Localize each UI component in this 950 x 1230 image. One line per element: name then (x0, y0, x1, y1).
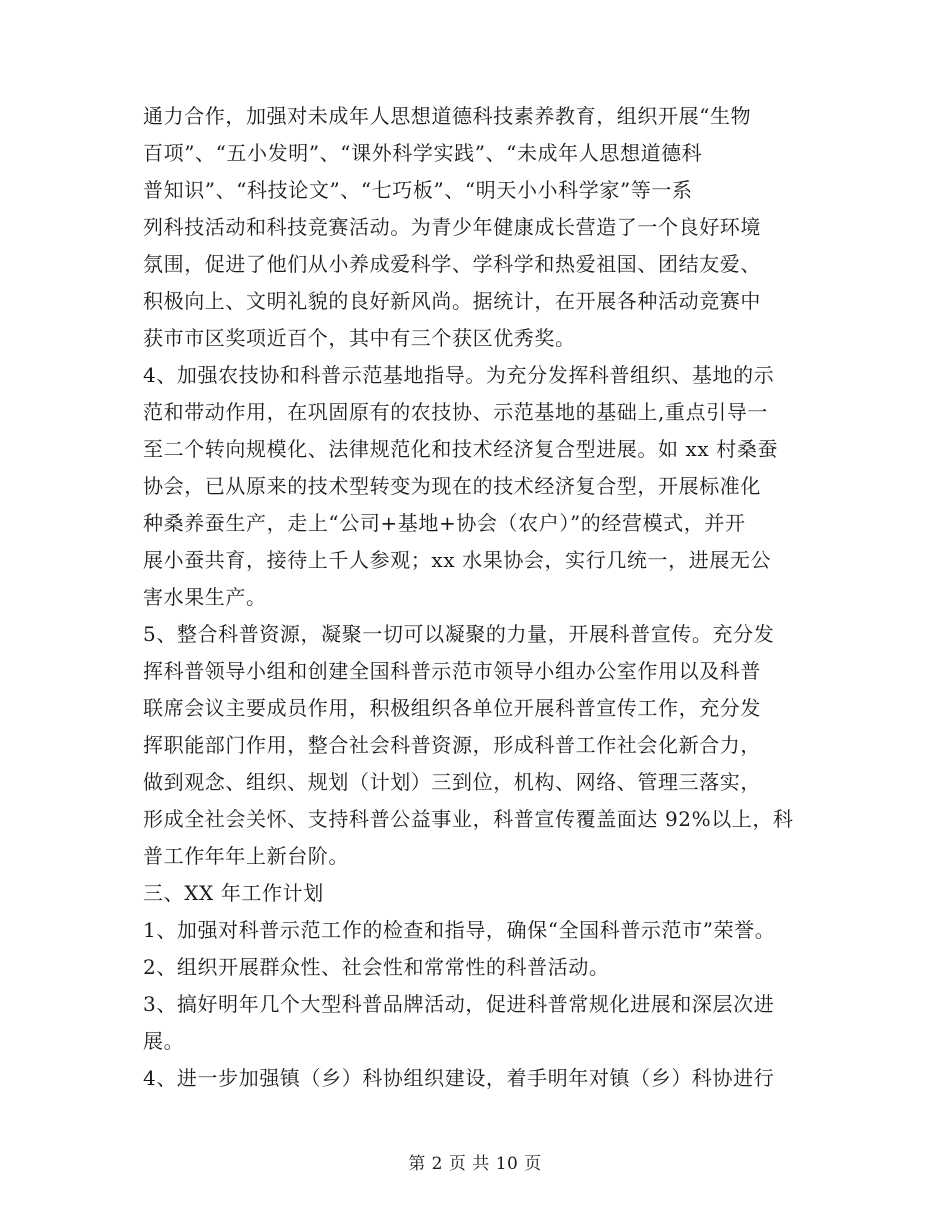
plan-item-3: 3、搞好明年几个大型科普品牌活动，促进科普常规化进展和深层次进 (143, 992, 775, 1016)
text-line: 展。 (143, 1029, 185, 1053)
text-line: 挥职能部门作用，整合社会科普资源，形成科普工作社会化新合力， (143, 733, 761, 757)
text-line: 普知识”、“科技论文”、“七巧板”、“明天小小科学家”等一系 (143, 178, 693, 202)
text-line: 联席会议主要成员作用，积极组织各单位开展科普宣传工作，充分发 (143, 696, 761, 720)
text-line: 范和带动作用，在巩固原有的农技协、示范基地的基础上,重点引导一 (143, 400, 768, 424)
text-line: 百项”、“五小发明”、“课外科学实践”、“未成年人思想道德科 (143, 141, 703, 165)
section-heading: 三、XX 年工作计划 (143, 881, 324, 905)
text-line: 积极向上、文明礼貌的良好新风尚。据统计，在开展各种活动竞赛中 (143, 289, 761, 313)
text-line: 氛围，促进了他们从小养成爱科学、学科学和热爱祖国、团结友爱、 (143, 252, 761, 276)
text-line: 获市市区奖项近百个，其中有三个获区优秀奖。 (143, 326, 576, 350)
plan-item-1: 1、加强对科普示范工作的检查和指导，确保“全国科普示范市”荣誉。 (143, 918, 776, 942)
text-line: 通力合作，加强对未成年人思想道德科技素养教育，组织开展“生物 (143, 104, 752, 128)
text-line: 种桑养蚕生产，走上“公司+基地+协会（农户）”的经营模式，并开 (143, 511, 746, 535)
plan-item-2: 2、组织开展群众性、社会性和常常性的科普活动。 (143, 955, 610, 979)
list-item-5: 5、整合科普资源，凝聚一切可以凝聚的力量，开展科普宣传。充分发 (143, 622, 775, 646)
text-line: 展小蚕共育，接待上千人参观；xx 水果协会，实行几统一，进展无公 (143, 548, 772, 572)
text-line: 形成全社会关怀、支持科普公益事业，科普宣传覆盖面达 92%以上，科 (143, 807, 794, 831)
plan-item-4: 4、进一步加强镇（乡）科协组织建设，着手明年对镇（乡）科协进行 (143, 1066, 775, 1090)
text-line: 做到观念、组织、规划（计划）三到位，机构、网络、管理三落实， (143, 770, 761, 794)
text-line: 协会，已从原来的技术型转变为现在的技术经济复合型，开展标准化 (143, 474, 761, 498)
list-item-4: 4、加强农技协和科普示范基地指导。为充分发挥科普组织、基地的示 (143, 363, 775, 387)
text-line: 害水果生产。 (143, 585, 267, 609)
text-line: 列科技活动和科技竞赛活动。为青少年健康成长营造了一个良好环境 (143, 215, 761, 239)
text-line: 挥科普领导小组和创建全国科普示范市领导小组办公室作用以及科普 (143, 659, 761, 683)
text-line: 至二个转向规模化、法律规范化和技术经济复合型进展。如 xx 村桑蚕 (143, 437, 779, 461)
text-line: 普工作年年上新台阶。 (143, 844, 349, 868)
page-number-footer: 第 2 页 共 10 页 (408, 1154, 542, 1174)
